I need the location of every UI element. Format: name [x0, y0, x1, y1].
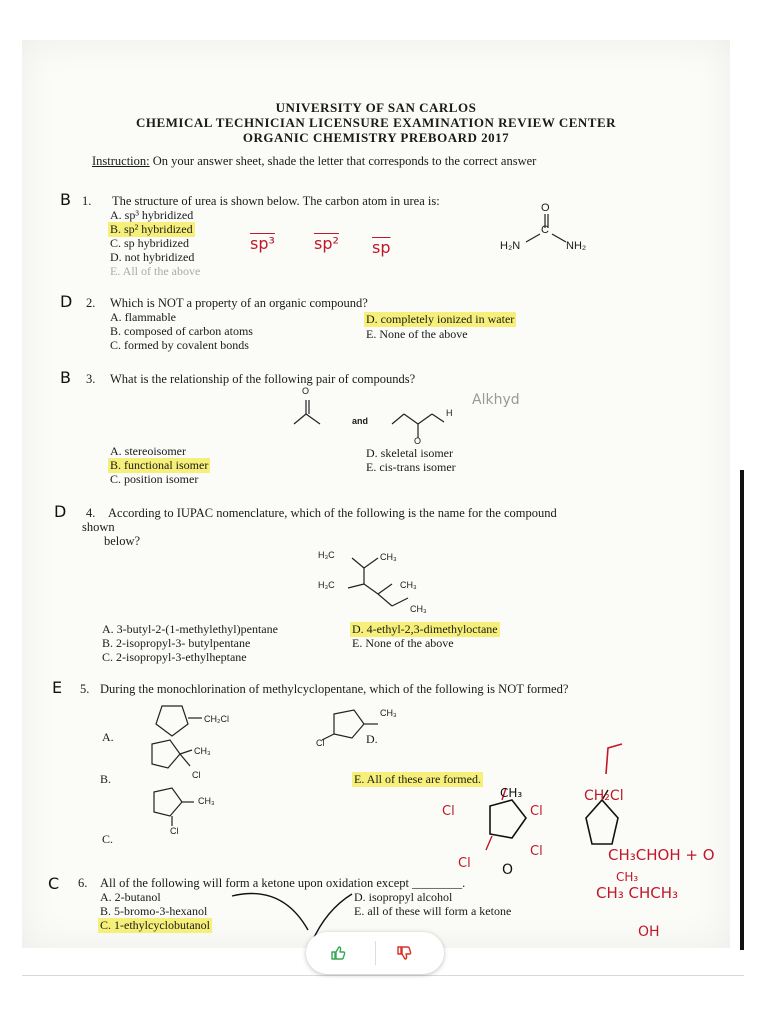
q5-label-3: Cl	[192, 770, 201, 780]
q5-label-6: CH₃	[380, 708, 397, 718]
hw-q6-o: O	[502, 862, 514, 878]
q6-option-e: E. all of these will form a ketone	[354, 904, 512, 918]
q5-option-a: A.	[102, 730, 114, 744]
q2-option-b: B. composed of carbon atoms	[110, 324, 253, 338]
q5-label-1: CH₂Cl	[204, 714, 229, 724]
q3-structures	[292, 388, 492, 448]
q5-label-5: Cl	[170, 826, 179, 836]
q4-option-d: D. 4-ethyl-2,3-dimethyloctane	[352, 622, 498, 636]
q1-text: The structure of urea is shown below. The carbon atom in urea is:	[112, 194, 440, 208]
feedback-divider	[375, 941, 376, 965]
q5-label-7: Cl	[316, 738, 325, 748]
q4-option-a: A. 3-butyl-2-(1-methylethyl)pentane	[102, 622, 278, 636]
q1-handwritten-3: $\overline{sp}$	[372, 238, 391, 257]
q5-option-c: C.	[102, 832, 114, 846]
q6-number: 6.	[78, 876, 88, 890]
q2-number: 2.	[86, 296, 96, 310]
q4-label-4: CH₃	[400, 580, 417, 590]
q5-number: 5.	[80, 682, 90, 696]
q1-option-c: C. sp hybridized	[110, 236, 189, 250]
urea-h2n: H₂N	[500, 240, 521, 252]
q4-text-3: below?	[104, 534, 141, 548]
q1-option-e: E. All of the above	[110, 264, 201, 278]
urea-nh2: NH₂	[566, 240, 587, 252]
divider-line	[22, 975, 744, 976]
q2-text: Which is NOT a property of an organic compound?	[110, 296, 368, 310]
feedback-bar	[306, 932, 444, 974]
q3-text: What is the relationship of the following pair of compounds?	[110, 372, 416, 386]
q3-label-o2: O	[414, 436, 422, 446]
q2-option-a: A. flammable	[110, 310, 176, 324]
exam-title: ORGANIC CHEMISTRY PREBOARD 2017	[242, 130, 510, 145]
q5-label-4: CH₃	[198, 796, 215, 806]
q4-option-b: B. 2-isopropyl-3- butylpentane	[102, 636, 251, 650]
q1-option-b: B. sp² hybridized	[110, 222, 193, 236]
thumbs-down-icon[interactable]	[394, 943, 414, 963]
answer-mark-6: C	[48, 874, 60, 893]
q6-option-c: C. 1-ethylcyclobutanol	[100, 918, 210, 932]
instruction	[92, 154, 536, 169]
q3-option-a: A. stereoisomer	[110, 444, 186, 458]
q4-label-2: CH₃	[380, 552, 397, 562]
instruction-label: Instruction:	[92, 154, 150, 168]
hw-q6-line3: CH₃ CHCH₃	[596, 884, 679, 902]
hw-cl-1: Cl	[442, 804, 455, 819]
q4-option-c: C. 2-isopropyl-3-ethylheptane	[102, 650, 247, 664]
hw-cl-3: Cl	[530, 844, 543, 859]
q6-option-a: A. 2-butanol	[100, 890, 161, 904]
q3-handwritten: Alkhyd	[472, 392, 520, 408]
q2-option-c: C. formed by covalent bonds	[110, 338, 249, 352]
q3-number: 3.	[86, 372, 96, 386]
center-title: CHEMICAL TECHNICIAN LICENSURE EXAMINATION REVIEW CENTER	[135, 115, 617, 130]
urea-c: C	[541, 224, 549, 236]
hw-q6-line2: CH₃	[616, 870, 639, 884]
q6-option-b: B. 5-bromo-3-hexanol	[100, 904, 208, 918]
q4-text-1: According to IUPAC nomenclature, which of the following is the name for the compound	[108, 506, 557, 520]
q4-label-1: H₃C	[318, 550, 335, 560]
instruction-text: On your answer sheet, shade the letter that corresponds to the correct answer	[149, 154, 537, 168]
q4-option-e: E. None of the above	[352, 636, 454, 650]
q2-option-d: D. completely ionized in water	[366, 312, 515, 326]
q1-handwritten-1: sp³	[250, 234, 275, 253]
q2-option-e: E. None of the above	[366, 327, 468, 341]
exam-page	[22, 40, 730, 948]
q3-label-and: and	[352, 416, 369, 426]
hw-cl-2: Cl	[530, 804, 543, 819]
q1-option-a: A. sp³ hybridized	[110, 208, 194, 222]
q5-label-2: CH₃	[194, 746, 211, 756]
q3-label-o1: O	[302, 386, 310, 396]
hw-cl-4: Cl	[458, 856, 471, 871]
q5-option-b: B.	[100, 772, 112, 786]
q5-text: During the monochlorination of methylcyclopentane, which of the following is NOT formed?	[100, 682, 569, 696]
q3-option-c: C. position isomer	[110, 472, 199, 486]
q4-number: 4.	[86, 506, 96, 520]
q4-text-2: shown	[82, 520, 115, 534]
answer-mark-1: B	[60, 190, 71, 209]
q5-option-d: D.	[366, 732, 378, 746]
answer-mark-5: E	[52, 678, 63, 697]
q3-option-d: D. skeletal isomer	[366, 446, 453, 460]
q6-text: All of the following will form a ketone upon oxidation except ________.	[100, 876, 466, 890]
q1-handwritten-2: sp²	[314, 234, 339, 253]
q4-label-5: CH₃	[410, 604, 427, 614]
university-title: UNIVERSITY OF SAN CARLOS	[275, 100, 477, 115]
page-edge-shadow	[740, 470, 744, 950]
q3-label-h: H	[446, 408, 453, 418]
q1-number: 1.	[82, 194, 92, 208]
q3-option-e: E. cis-trans isomer	[366, 460, 456, 474]
hw-q6-line4: OH	[638, 924, 660, 940]
thumbs-up-icon[interactable]	[328, 943, 348, 963]
q1-option-d: D. not hybridized	[110, 250, 195, 264]
hw-ch2cl: CH₂Cl	[584, 788, 624, 804]
hw-ch3: CH₃	[500, 786, 523, 800]
answer-mark-3: B	[60, 368, 71, 387]
answer-mark-4: D	[54, 502, 67, 521]
q4-label-3: H₃C	[318, 580, 335, 590]
urea-o: O	[541, 202, 550, 214]
q3-option-b: B. functional isomer	[110, 458, 209, 472]
answer-mark-2: D	[60, 292, 73, 311]
hw-q6-line1: CH₃CHOH + O	[608, 846, 715, 864]
q6-option-d: D. isopropyl alcohol	[354, 890, 453, 904]
q5-option-e: E. All of these are formed.	[354, 772, 481, 786]
